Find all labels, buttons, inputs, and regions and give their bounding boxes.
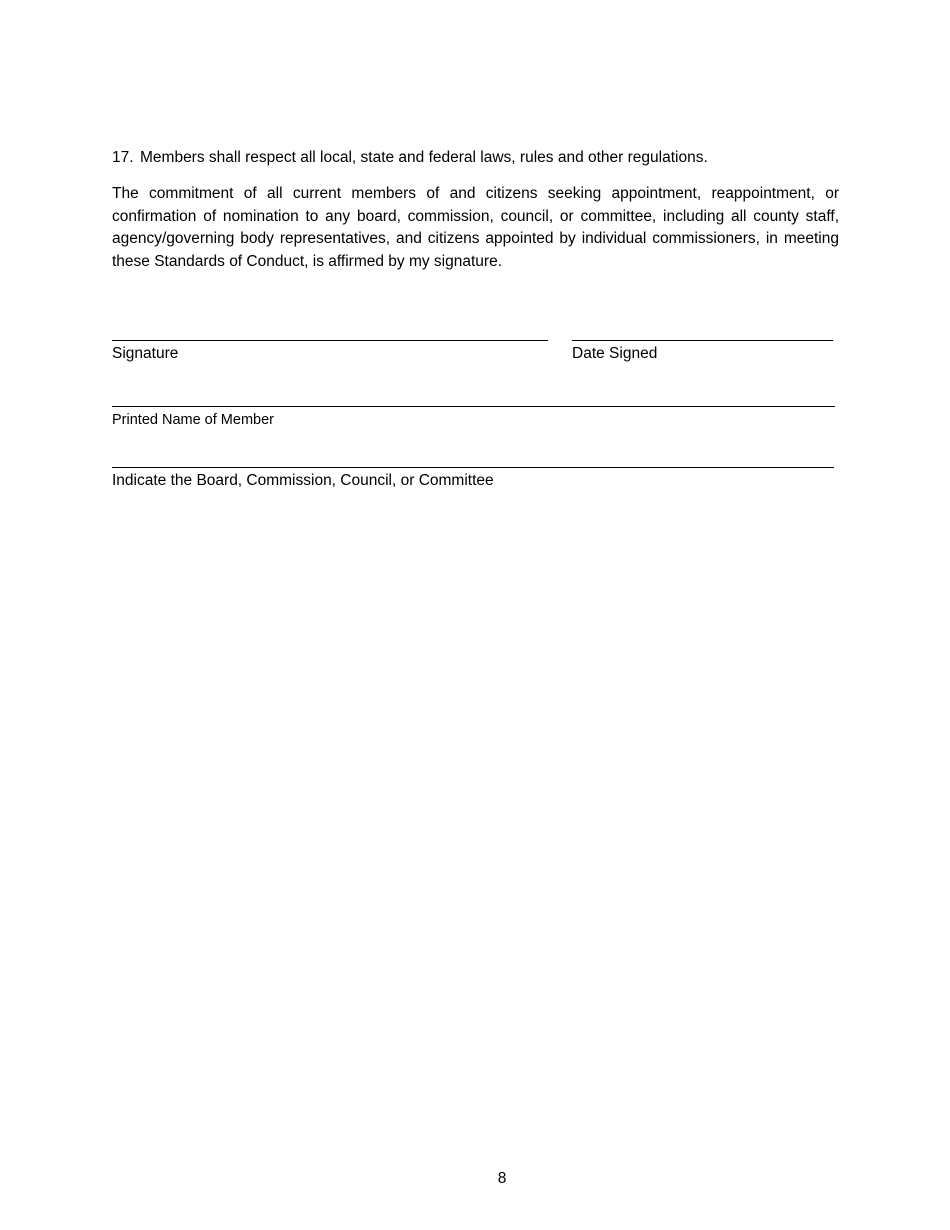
page-number: 8 <box>497 1170 507 1187</box>
commitment-paragraph: The commitment of all current members of and citizens seeking appointment, reappointment, or confirmation of nomination to any board, commission, council, or committee, including all county staff, agency/governing body representatives, and citizens appointed by individual commissioners, in meeting these Standards of Conduct, is affirmed by my signature. <box>112 185 839 271</box>
board-committee-line[interactable] <box>112 467 834 468</box>
signature-line[interactable] <box>112 340 548 341</box>
date-signed-line[interactable] <box>572 340 833 341</box>
board-committee-label: Indicate the Board, Commission, Council, or Committee <box>112 472 494 489</box>
item-number: 17. <box>112 149 134 166</box>
printed-name-line[interactable] <box>112 406 835 407</box>
signature-label: Signature <box>112 345 179 362</box>
standard-item-17 <box>112 148 839 168</box>
printed-name-label: Printed Name of Member <box>112 412 274 428</box>
date-signed-label: Date Signed <box>572 345 658 362</box>
item-text: Members shall respect all local, state and federal laws, rules and other regulations. <box>140 149 708 166</box>
